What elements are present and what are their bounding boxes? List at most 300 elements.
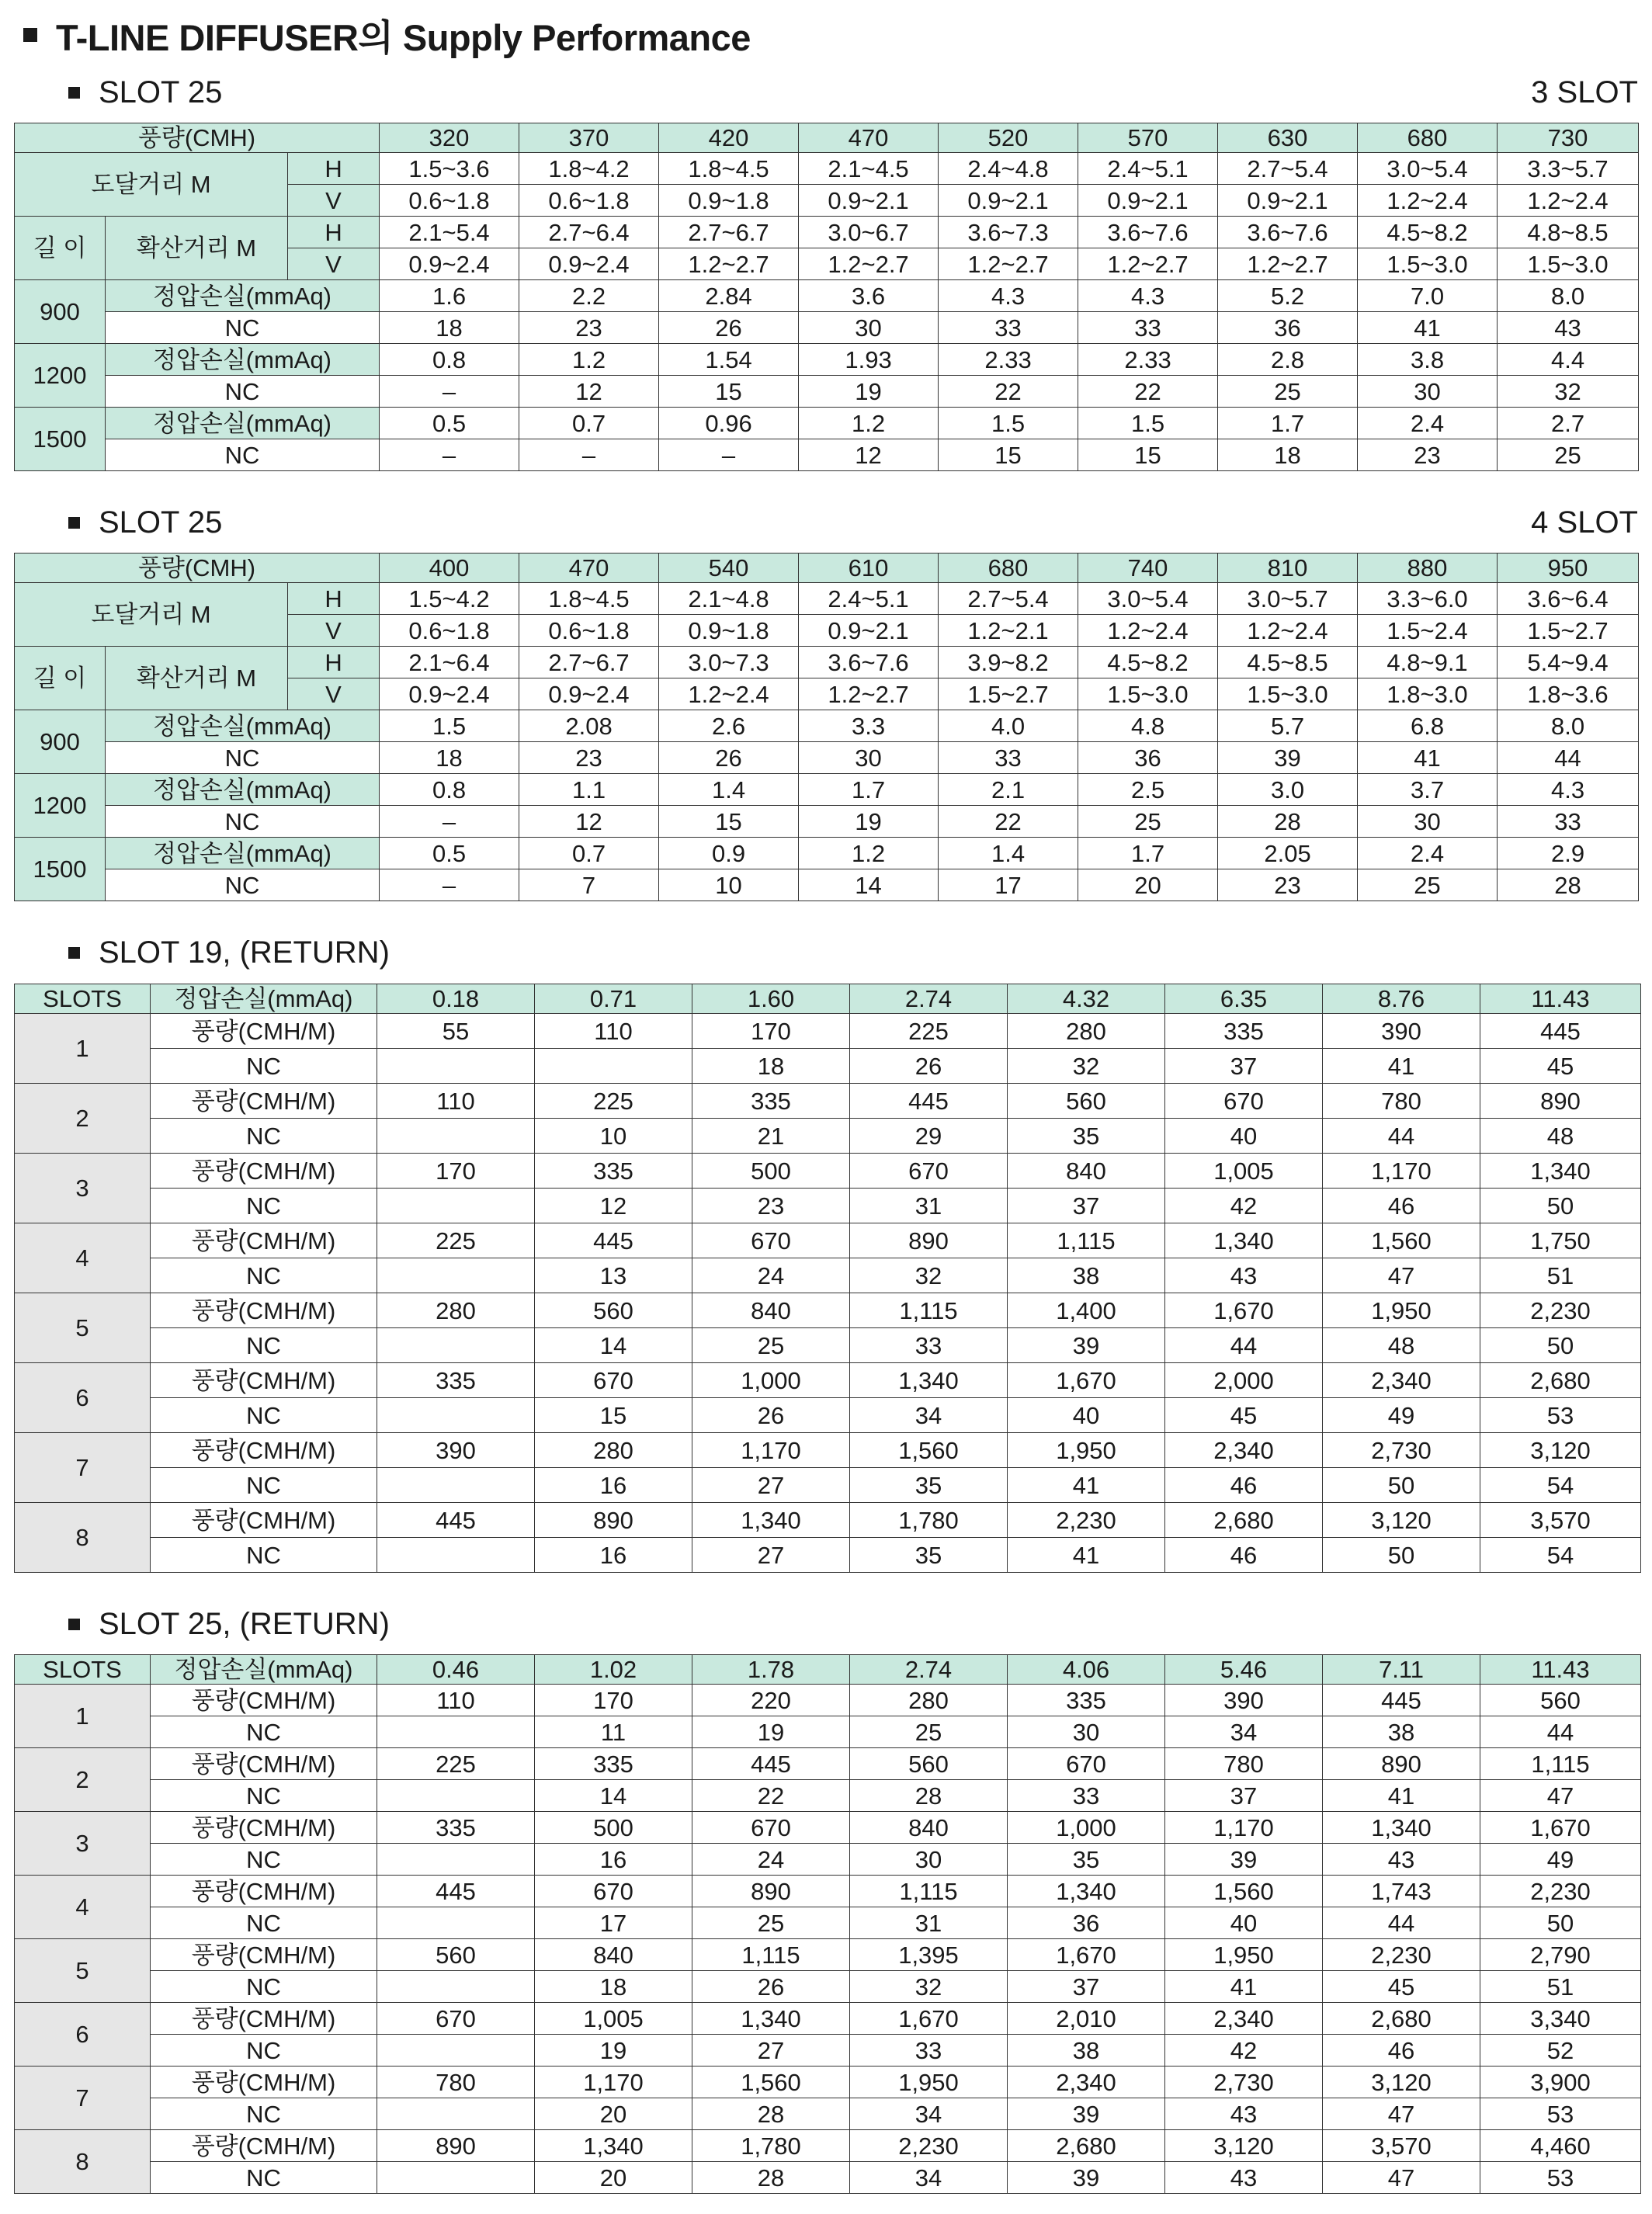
table-cell: 2.4 xyxy=(1358,408,1498,439)
section-title: SLOT 25, (RETURN) xyxy=(99,1606,390,1641)
table-cell: 500 xyxy=(692,1154,850,1189)
length-value: 1500 xyxy=(15,408,106,471)
pressure-label: 정압손실(mmAq) xyxy=(106,344,380,376)
table-cell: 3.3~6.0 xyxy=(1358,583,1498,615)
airflow-label: 풍량(CMH/M) xyxy=(151,1748,377,1780)
v-label: V xyxy=(288,248,380,280)
table-cell: 2.1 xyxy=(939,774,1078,806)
pressure-label: 정압손실(mmAq) xyxy=(106,838,380,869)
table-cell xyxy=(377,1538,535,1573)
table-cell: 670 xyxy=(692,1223,850,1258)
table-cell xyxy=(377,1716,535,1748)
slot-number: 4 xyxy=(15,1876,151,1939)
airflow-value: 880 xyxy=(1358,554,1498,583)
table-row xyxy=(15,1328,1641,1363)
table-cell: 1.7 xyxy=(1218,408,1358,439)
airflow-value: 420 xyxy=(659,123,799,153)
table-cell: 500 xyxy=(535,1812,692,1844)
pressure-value: 7.11 xyxy=(1323,1655,1480,1685)
table-cell: 1,950 xyxy=(1323,1293,1480,1328)
slot-number: 7 xyxy=(15,2067,151,2130)
nc-label: NC xyxy=(151,1398,377,1433)
nc-label: NC xyxy=(106,869,380,901)
table-cell: 445 xyxy=(1480,1014,1641,1049)
table-cell: 47 xyxy=(1480,1780,1641,1812)
table-cell: 14 xyxy=(535,1780,692,1812)
table-cell: 1.5~3.0 xyxy=(1078,678,1218,710)
page-title xyxy=(23,6,751,64)
table-cell: 21 xyxy=(692,1119,850,1154)
slot-number: 3 xyxy=(15,1812,151,1876)
table-cell: 1,780 xyxy=(692,2130,850,2162)
airflow-value: 470 xyxy=(519,554,659,583)
table-cell: 15 xyxy=(659,806,799,838)
pressure-value: 2.74 xyxy=(850,984,1008,1014)
table-cell: 5.2 xyxy=(1218,280,1358,312)
table-cell: 14 xyxy=(535,1328,692,1363)
airflow-label: 풍량(CMH/M) xyxy=(151,2067,377,2098)
table-cell: 38 xyxy=(1008,1258,1165,1293)
airflow-value: 680 xyxy=(1358,123,1498,153)
table-cell: 560 xyxy=(850,1748,1008,1780)
table-cell: 37 xyxy=(1165,1049,1323,1084)
table-cell: 2.1~6.4 xyxy=(380,647,519,678)
table-cell: 0.9~2.4 xyxy=(519,248,659,280)
table-row xyxy=(15,280,1639,312)
table-cell: 40 xyxy=(1165,1119,1323,1154)
table-cell: 28 xyxy=(692,2098,850,2130)
table-cell: 0.6~1.8 xyxy=(380,615,519,647)
table-cell: 1,560 xyxy=(850,1433,1008,1468)
table-cell: 33 xyxy=(850,2035,1008,2067)
table-cell: 24 xyxy=(692,1258,850,1293)
table-cell: 1.8~4.5 xyxy=(659,153,799,185)
table-cell: 560 xyxy=(377,1939,535,1971)
table-cell: 1,560 xyxy=(692,2067,850,2098)
slot-number: 1 xyxy=(15,1685,151,1748)
table-cell: 15 xyxy=(1078,439,1218,471)
table-cell: 1.1 xyxy=(519,774,659,806)
table-cell: 37 xyxy=(1008,1971,1165,2003)
table-cell: 0.96 xyxy=(659,408,799,439)
table-cell: 1,560 xyxy=(1165,1876,1323,1907)
table-cell: 1.93 xyxy=(799,344,939,376)
table-cell: 2.7~6.7 xyxy=(659,217,799,248)
table-cell: 12 xyxy=(519,806,659,838)
table-cell: 43 xyxy=(1498,312,1639,344)
table-cell: 1.54 xyxy=(659,344,799,376)
table-cell: 22 xyxy=(1078,376,1218,408)
airflow-value: 570 xyxy=(1078,123,1218,153)
table-cell: 1.5~4.2 xyxy=(380,583,519,615)
table-cell: 670 xyxy=(1165,1084,1323,1119)
table-cell: 2.4 xyxy=(1358,838,1498,869)
table-cell: 840 xyxy=(535,1939,692,1971)
table-cell: 4.3 xyxy=(939,280,1078,312)
table-cell: 32 xyxy=(1008,1049,1165,1084)
table-cell: 335 xyxy=(692,1084,850,1119)
table-cell: 1,005 xyxy=(1165,1154,1323,1189)
airflow-label: 풍량(CMH/M) xyxy=(151,1154,377,1189)
table-cell: 37 xyxy=(1165,1780,1323,1812)
pressure-value: 1.60 xyxy=(692,984,850,1014)
table-cell: 3.6~6.4 xyxy=(1498,583,1639,615)
table-cell: 0.8 xyxy=(380,344,519,376)
table-cell: 38 xyxy=(1008,2035,1165,2067)
table-cell: 2,230 xyxy=(1480,1876,1641,1907)
table-cell: 41 xyxy=(1358,312,1498,344)
table-cell: 2.4~4.8 xyxy=(939,153,1078,185)
table-cell: 670 xyxy=(535,1363,692,1398)
table-cell: 39 xyxy=(1218,742,1358,774)
airflow-header: 풍량(CMH) xyxy=(15,123,380,153)
table-cell: 44 xyxy=(1165,1328,1323,1363)
table-cell: 50 xyxy=(1480,1189,1641,1223)
table-cell: 17 xyxy=(535,1907,692,1939)
table-cell: 0.5 xyxy=(380,838,519,869)
table-cell: 0.9~2.1 xyxy=(799,185,939,217)
table-cell: 4.5~8.5 xyxy=(1218,647,1358,678)
table-cell: 1.2~2.7 xyxy=(799,248,939,280)
table-cell: 46 xyxy=(1323,1189,1480,1223)
table-cell: 46 xyxy=(1323,2035,1480,2067)
pressure-value: 4.06 xyxy=(1008,1655,1165,1685)
return-table-slot19 xyxy=(14,984,1641,1573)
table-cell: 43 xyxy=(1323,1844,1480,1876)
table-row xyxy=(15,1119,1641,1154)
table-cell: 51 xyxy=(1480,1258,1641,1293)
table-cell: 25 xyxy=(692,1328,850,1363)
table-cell: 45 xyxy=(1165,1398,1323,1433)
table-cell: 2.6 xyxy=(659,710,799,742)
table-cell: 1,750 xyxy=(1480,1223,1641,1258)
table-cell: 6.8 xyxy=(1358,710,1498,742)
table-cell: 1,670 xyxy=(1480,1812,1641,1844)
table-cell: 670 xyxy=(535,1876,692,1907)
pressure-label: 정압손실(mmAq) xyxy=(106,408,380,439)
table-cell xyxy=(377,1780,535,1812)
table-cell: 335 xyxy=(1008,1685,1165,1716)
pressure-header: 정압손실(mmAq) xyxy=(151,1655,377,1685)
table-cell: 33 xyxy=(939,312,1078,344)
table-cell: 41 xyxy=(1323,1780,1480,1812)
table-cell: 445 xyxy=(377,1503,535,1538)
pressure-value: 11.43 xyxy=(1480,1655,1641,1685)
table-cell: 1.2~2.7 xyxy=(659,248,799,280)
section-heading-supply-3slot xyxy=(68,73,1638,112)
table-cell: 42 xyxy=(1165,1189,1323,1223)
nc-label: NC xyxy=(151,1907,377,1939)
table-cell: 15 xyxy=(659,376,799,408)
table-cell: 26 xyxy=(659,742,799,774)
table-row xyxy=(15,1014,1641,1049)
spread-header: 확산거리 M xyxy=(106,647,288,710)
slot-number: 6 xyxy=(15,2003,151,2067)
bullet-square-icon xyxy=(68,947,80,959)
table-cell: 34 xyxy=(850,2162,1008,2194)
table-cell: 1.2~2.7 xyxy=(939,248,1078,280)
table-cell xyxy=(377,1398,535,1433)
table-cell: 445 xyxy=(535,1223,692,1258)
table-cell xyxy=(377,2162,535,2194)
table-cell: 4.5~8.2 xyxy=(1078,647,1218,678)
table-cell: 670 xyxy=(692,1812,850,1844)
table-row xyxy=(15,1812,1641,1844)
table-cell: 50 xyxy=(1480,1907,1641,1939)
table-cell: 1.5~3.0 xyxy=(1498,248,1639,280)
airflow-value: 680 xyxy=(939,554,1078,583)
table-cell: 49 xyxy=(1480,1844,1641,1876)
h-label: H xyxy=(288,583,380,615)
table-cell: 1.2~2.7 xyxy=(1218,248,1358,280)
table-row xyxy=(15,1503,1641,1538)
table-cell: 1,340 xyxy=(1008,1876,1165,1907)
table-cell: 1.5~3.6 xyxy=(380,153,519,185)
table-cell: 20 xyxy=(1078,869,1218,901)
table-cell: 36 xyxy=(1008,1907,1165,1939)
table-cell: 110 xyxy=(377,1084,535,1119)
table-cell: 3,120 xyxy=(1323,1503,1480,1538)
nc-label: NC xyxy=(151,1780,377,1812)
slot-count-label: 4 SLOT xyxy=(1531,505,1638,540)
table-cell xyxy=(377,1468,535,1503)
table-cell: 2,000 xyxy=(1165,1363,1323,1398)
table-cell: 1.5~3.0 xyxy=(1358,248,1498,280)
table-cell: 40 xyxy=(1165,1907,1323,1939)
bullet-square-icon xyxy=(23,28,37,42)
table-cell: 1.2~2.4 xyxy=(1078,615,1218,647)
table-row xyxy=(15,1223,1641,1258)
table-cell: 2.5 xyxy=(1078,774,1218,806)
table-cell: 1.4 xyxy=(659,774,799,806)
table-cell: 55 xyxy=(377,1014,535,1049)
table-row xyxy=(15,1363,1641,1398)
pressure-value: 0.46 xyxy=(377,1655,535,1685)
table-cell: 0.6~1.8 xyxy=(519,185,659,217)
airflow-value: 730 xyxy=(1498,123,1639,153)
table-cell: 2,680 xyxy=(1323,2003,1480,2035)
table-cell: 33 xyxy=(850,1328,1008,1363)
airflow-label: 풍량(CMH/M) xyxy=(151,1084,377,1119)
table-row xyxy=(15,2003,1641,2035)
table-cell xyxy=(377,1971,535,2003)
airflow-label: 풍량(CMH/M) xyxy=(151,2003,377,2035)
table-cell: 1,170 xyxy=(1323,1154,1480,1189)
table-cell: 17 xyxy=(939,869,1078,901)
nc-label: NC xyxy=(151,1258,377,1293)
table-cell: 23 xyxy=(519,742,659,774)
table-cell: – xyxy=(380,439,519,471)
table-row xyxy=(15,1433,1641,1468)
table-row xyxy=(15,1398,1641,1433)
nc-label: NC xyxy=(106,376,380,408)
table-cell: 3,570 xyxy=(1323,2130,1480,2162)
table-row xyxy=(15,439,1639,471)
table-cell: 10 xyxy=(659,869,799,901)
table-cell: 2,680 xyxy=(1008,2130,1165,2162)
table-row xyxy=(15,1084,1641,1119)
table-cell: 4,460 xyxy=(1480,2130,1641,2162)
slots-header: SLOTS xyxy=(15,984,151,1014)
table-cell: 3,570 xyxy=(1480,1503,1641,1538)
table-row xyxy=(15,806,1639,838)
table-cell: 8.0 xyxy=(1498,710,1639,742)
table-cell: 4.5~8.2 xyxy=(1358,217,1498,248)
table-cell: 2,340 xyxy=(1008,2067,1165,2098)
table-cell: 49 xyxy=(1323,1398,1480,1433)
table-cell: 2.4~5.1 xyxy=(799,583,939,615)
table-cell: 35 xyxy=(1008,1119,1165,1154)
table-cell: 47 xyxy=(1323,1258,1480,1293)
pressure-label: 정압손실(mmAq) xyxy=(106,710,380,742)
table-cell: 24 xyxy=(692,1844,850,1876)
table-cell: 0.7 xyxy=(519,838,659,869)
table-cell: 18 xyxy=(1218,439,1358,471)
table-cell: 890 xyxy=(1323,1748,1480,1780)
table-row xyxy=(15,1655,1641,1685)
table-cell: – xyxy=(519,439,659,471)
table-cell: 25 xyxy=(1498,439,1639,471)
table-cell: 1,395 xyxy=(850,1939,1008,1971)
table-cell: 12 xyxy=(799,439,939,471)
table-cell: 2.7~5.4 xyxy=(1218,153,1358,185)
nc-label: NC xyxy=(106,312,380,344)
table-cell: 2,730 xyxy=(1323,1433,1480,1468)
table-cell: 1.2~2.4 xyxy=(1358,185,1498,217)
table-cell: 35 xyxy=(850,1468,1008,1503)
table-row xyxy=(15,153,1639,185)
table-cell: 2.9 xyxy=(1498,838,1639,869)
table-row xyxy=(15,2130,1641,2162)
table-cell: 44 xyxy=(1323,1907,1480,1939)
table-cell: 12 xyxy=(519,376,659,408)
table-cell: 1,115 xyxy=(1008,1223,1165,1258)
table-cell: 1,560 xyxy=(1323,1223,1480,1258)
table-cell: 110 xyxy=(377,1685,535,1716)
section-title: SLOT 25 xyxy=(99,75,223,109)
table-cell: 15 xyxy=(939,439,1078,471)
table-row xyxy=(15,710,1639,742)
table-row xyxy=(15,869,1639,901)
table-cell: 1,000 xyxy=(692,1363,850,1398)
table-row xyxy=(15,1189,1641,1223)
table-cell: 890 xyxy=(535,1503,692,1538)
table-cell: 23 xyxy=(519,312,659,344)
table-row xyxy=(15,217,1639,248)
table-cell: 780 xyxy=(1323,1084,1480,1119)
table-cell: 46 xyxy=(1165,1538,1323,1573)
table-cell: 1,170 xyxy=(1165,1812,1323,1844)
table-cell: 2.84 xyxy=(659,280,799,312)
table-cell: 42 xyxy=(1165,2035,1323,2067)
table-cell: 39 xyxy=(1008,2098,1165,2130)
table-cell: 3.0~7.3 xyxy=(659,647,799,678)
table-cell: 225 xyxy=(535,1084,692,1119)
table-cell: 44 xyxy=(1323,1119,1480,1154)
table-cell: 53 xyxy=(1480,2162,1641,2194)
airflow-value: 740 xyxy=(1078,554,1218,583)
table-cell: 48 xyxy=(1323,1328,1480,1363)
slot-number: 8 xyxy=(15,1503,151,1573)
table-cell: 50 xyxy=(1480,1328,1641,1363)
table-row xyxy=(15,1258,1641,1293)
table-cell: 1.8~4.5 xyxy=(519,583,659,615)
airflow-value: 520 xyxy=(939,123,1078,153)
table-cell: 25 xyxy=(1218,376,1358,408)
table-cell: 1.8~3.0 xyxy=(1358,678,1498,710)
table-cell: 1,005 xyxy=(535,2003,692,2035)
table-cell: 38 xyxy=(1323,1716,1480,1748)
slot-count-label: 3 SLOT xyxy=(1531,75,1638,109)
airflow-value: 370 xyxy=(519,123,659,153)
table-cell: 20 xyxy=(535,2162,692,2194)
table-cell: 23 xyxy=(692,1189,850,1223)
table-cell: 1,780 xyxy=(850,1503,1008,1538)
table-cell: 22 xyxy=(939,806,1078,838)
table-cell: 1,340 xyxy=(535,2130,692,2162)
airflow-label: 풍량(CMH/M) xyxy=(151,1293,377,1328)
table-row xyxy=(15,1939,1641,1971)
table-cell: 3,340 xyxy=(1480,2003,1641,2035)
table-cell: 2,230 xyxy=(1008,1503,1165,1538)
table-cell: 3,900 xyxy=(1480,2067,1641,2098)
table-cell: 25 xyxy=(692,1907,850,1939)
slot-number: 5 xyxy=(15,1939,151,2003)
airflow-label: 풍량(CMH/M) xyxy=(151,1685,377,1716)
nc-label: NC xyxy=(106,806,380,838)
table-cell: 335 xyxy=(377,1363,535,1398)
table-cell: 1.2~2.7 xyxy=(1078,248,1218,280)
table-cell: 28 xyxy=(692,2162,850,2194)
slot-number: 7 xyxy=(15,1433,151,1503)
table-cell: 225 xyxy=(850,1014,1008,1049)
table-cell xyxy=(377,1328,535,1363)
table-cell: 3.6~7.6 xyxy=(1218,217,1358,248)
bullet-square-icon xyxy=(68,1619,80,1630)
table-cell: 22 xyxy=(692,1780,850,1812)
nc-label: NC xyxy=(151,1971,377,2003)
table-cell: 16 xyxy=(535,1468,692,1503)
table-cell: 225 xyxy=(377,1748,535,1780)
table-cell: 445 xyxy=(377,1876,535,1907)
table-cell: 3.6~7.3 xyxy=(939,217,1078,248)
pressure-header: 정압손실(mmAq) xyxy=(151,984,377,1014)
slot-number: 3 xyxy=(15,1154,151,1223)
table-cell: 1,340 xyxy=(850,1363,1008,1398)
table-cell: 0.9~2.1 xyxy=(1078,185,1218,217)
pressure-value: 0.18 xyxy=(377,984,535,1014)
pressure-value: 4.32 xyxy=(1008,984,1165,1014)
table-cell xyxy=(377,1049,535,1084)
table-cell: 18 xyxy=(535,1971,692,2003)
table-cell: 32 xyxy=(850,1971,1008,2003)
airflow-label: 풍량(CMH/M) xyxy=(151,1223,377,1258)
table-cell: 1,115 xyxy=(850,1293,1008,1328)
length-value: 900 xyxy=(15,280,106,344)
table-cell: 110 xyxy=(535,1014,692,1049)
table-cell xyxy=(377,2098,535,2130)
table-cell: 445 xyxy=(850,1084,1008,1119)
airflow-label: 풍량(CMH/M) xyxy=(151,1939,377,1971)
airflow-label: 풍량(CMH/M) xyxy=(151,2130,377,2162)
table-cell: 3.0~5.4 xyxy=(1078,583,1218,615)
table-row xyxy=(15,1154,1641,1189)
nc-label: NC xyxy=(151,1844,377,1876)
table-cell: 2,340 xyxy=(1165,2003,1323,2035)
table-cell: 670 xyxy=(377,2003,535,2035)
table-cell: 2,340 xyxy=(1323,1363,1480,1398)
table-cell: 36 xyxy=(1078,742,1218,774)
